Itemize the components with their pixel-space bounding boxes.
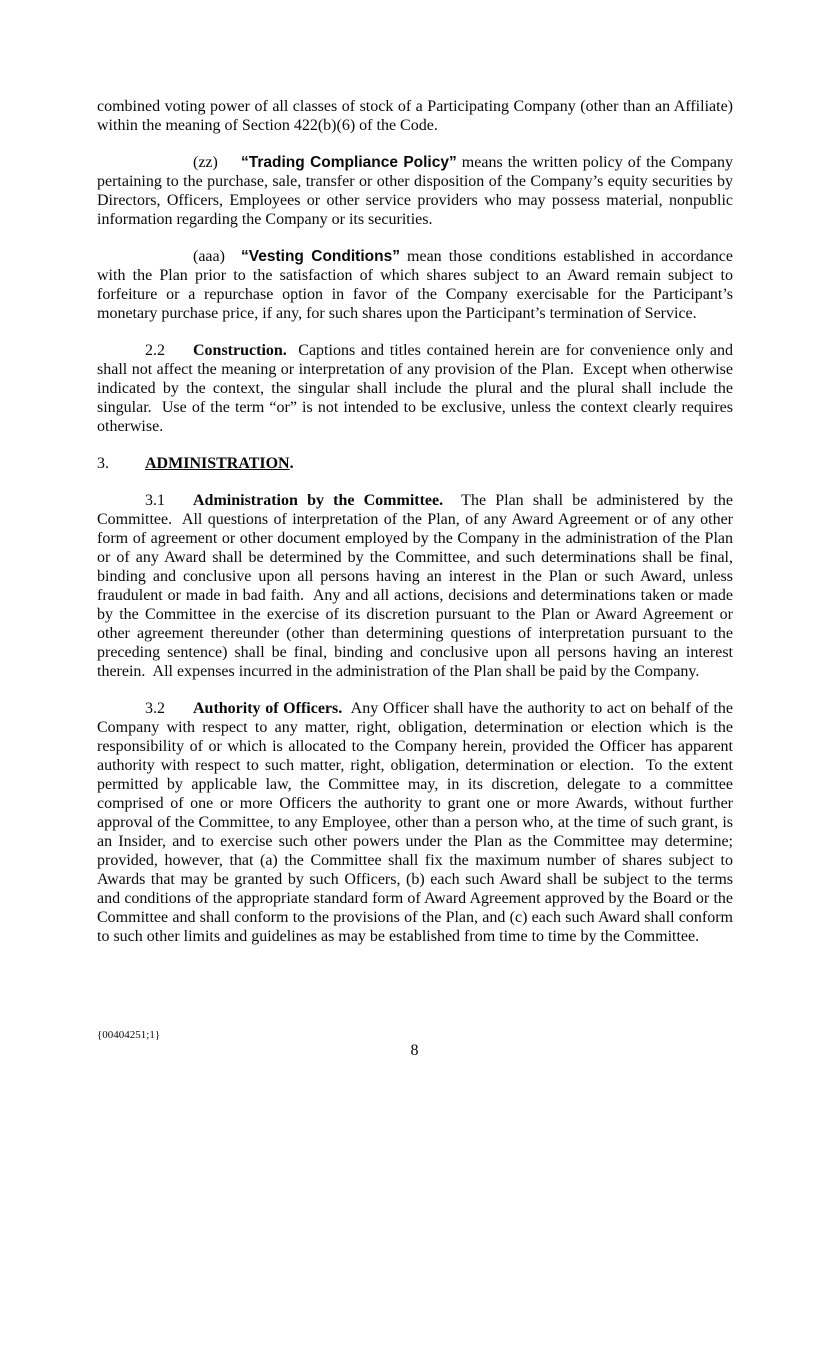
text-run: mean those conditions established in accordance with the Plan prior to the satisfaction of which shares subject to an Award remain subject to forfeiture or a repurchase option in favor of the Company exercisable for the Participant’s monetary purchase price, if any, for such shares upon the Participant’s termination of Service. xyxy=(97,248,737,322)
section-number-label: (zz) xyxy=(193,154,218,171)
paragraph-continuation xyxy=(97,97,737,135)
section-number-label: 3.2 xyxy=(145,700,165,717)
defined-term: “Trading Compliance Policy” xyxy=(241,154,457,171)
defined-term: “Vesting Conditions” xyxy=(241,248,400,265)
section-heading-administration xyxy=(97,454,733,473)
text-run: Construction. xyxy=(193,342,287,359)
heading-text: ADMINISTRATION xyxy=(145,455,290,472)
text-run: Captions and titles contained herein are for convenience only and shall not affect the meaning or interpretation of any provision of the Plan. Except when otherwise indicated by the context, the singular shall include the plural and the plural shall include the singular. Use of the term “or” is not intended to be exclusive, unless the context clearly requires otherwise. xyxy=(97,342,737,435)
paragraph-section-2-2 xyxy=(97,341,737,436)
document-body xyxy=(97,97,737,964)
section-number-label: 2.2 xyxy=(145,342,165,359)
section-number-label: 3.1 xyxy=(145,492,165,509)
paragraph-definition-zz xyxy=(97,153,737,229)
footer-document-id: {00404251;1} xyxy=(97,1029,161,1041)
text-run: Administration by the Committee. xyxy=(193,492,444,509)
section-number-label: (aaa) xyxy=(193,248,225,265)
text-run: Any Officer shall have the authority to act on behalf of the Company with respect to any matter, right, obligation, determination or election which is the responsibility of or which is allocated to the Company herein, provided the Officer has apparent authority with respect to such matter, right, obligation, determination or election. To the extent permitted by applicable law, the Committee may, in its discretion, delegate to a committee comprised of one or more Officers the authority to grant one or more Awards, without further approval of the Committee, to any Employee, other than a person who, at the time of such grant, is an Insider, and to exercise such other powers under the Plan as the Committee may determine; provided, however, that (a) the Committee shall fix the maximum number of shares subject to Awards that may be granted by such Officers, (b) each such Award shall be subject to the terms and conditions of the appropriate standard form of Award Agreement approved by the Board or the Committee and shall conform to the provisions of the Plan, and (c) each such Award shall conform to such other limits and guidelines as may be established from time to time by the Committee. xyxy=(97,700,737,945)
text-run: combined voting power of all classes of stock of a Participating Company (other than an Affiliate) within the meaning of Section 422(b)(6) of the Code. xyxy=(97,98,737,134)
text-run: The Plan shall be administered by the Committee. All questions of interpretation of the Plan, of any Award Agreement or of any other form of agreement or other document employed by the Company in the administration of the Plan or of any Award shall be determined by the Committee, and such determinations shall be final, binding and conclusive upon all persons having an interest in the Plan or such Award, unless fraudulent or made in bad faith. Any and all actions, decisions and determinations taken or made by the Committee in the exercise of its discretion pursuant to the Plan or Award Agreement or other agreement thereunder (other than determining questions of interpretation pursuant to the preceding sentence) shall be final, binding and conclusive upon all persons having an interest therein. All expenses incurred in the administration of the Plan shall be paid by the Company. xyxy=(97,492,737,680)
text-run: Authority of Officers. xyxy=(193,700,343,717)
paragraph-section-3-2 xyxy=(97,699,737,946)
text-run: . xyxy=(289,455,294,472)
paragraph-section-3-1 xyxy=(97,491,737,681)
paragraph-definition-aaa xyxy=(97,247,737,323)
page-number: 8 xyxy=(410,1042,419,1059)
section-number-label: 3. xyxy=(97,455,109,472)
text-run: means the written policy of the Company pertaining to the purchase, sale, transfer or other disposition of the Company’s equity securities by Directors, Officers, Employees or other service providers who may possess material, nonpublic information regarding the Company or its securities. xyxy=(97,154,737,228)
